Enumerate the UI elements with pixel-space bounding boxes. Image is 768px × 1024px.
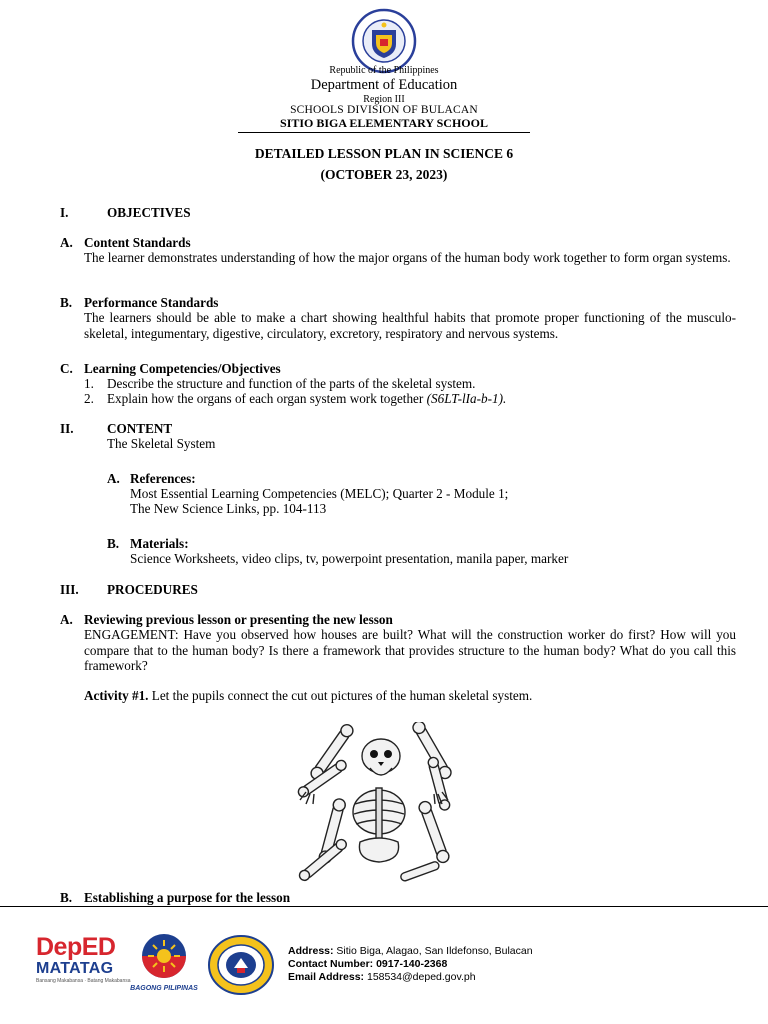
email-label: Email Address: bbox=[288, 971, 365, 983]
label-mat: B. bbox=[107, 536, 120, 551]
activity-text: Let the pupils connect the cut out pictures of the human skeletal system. bbox=[148, 688, 533, 703]
content-standards-heading: Content Standards bbox=[84, 235, 191, 250]
address-value: Sitio Biga, Alagao, San Ildefonso, Bulacan bbox=[333, 945, 533, 957]
page-title: DETAILED LESSON PLAN IN SCIENCE 6 bbox=[254, 146, 514, 161]
department-name: Department of Education bbox=[310, 77, 458, 93]
references-heading: References: bbox=[130, 471, 196, 486]
performance-standards-heading: Performance Standards bbox=[84, 295, 219, 310]
section-heading-content: CONTENT bbox=[107, 421, 173, 436]
section-heading-objectives: OBJECTIVES bbox=[107, 205, 191, 220]
competency-code: (S6LT-lIa-b-1). bbox=[426, 391, 507, 406]
footer-address bbox=[288, 945, 533, 958]
republic-text: Republic of the Philippines bbox=[329, 65, 439, 76]
activity-label: Activity #1. bbox=[84, 688, 149, 703]
header-divider bbox=[238, 132, 530, 133]
section-num-3: III. bbox=[60, 582, 79, 597]
performance-standards-text: The learners should be able to make a chart showing healthful habits that promote proper functioning of the musculo-skeletal, integumentary, digestive, circulatory, excretory, respiratory and nervous systems. bbox=[84, 310, 736, 341]
label-a: A. bbox=[60, 235, 73, 250]
label-ref: A. bbox=[107, 471, 120, 486]
materials-text: Science Worksheets, video clips, tv, powerpoint presentation, manila paper, marker bbox=[130, 551, 569, 566]
email-value: 158534@deped.gov.ph bbox=[364, 971, 476, 983]
engagement-text: ENGAGEMENT: Have you observed how houses are built? What will the construction worker do first? How will you compare that to the human body? Is there a framework that provides structure to the human body? What do you call this framework? bbox=[84, 627, 736, 673]
page-date: (OCTOBER 23, 2023) bbox=[320, 167, 448, 182]
competencies-heading: Learning Competencies/Objectives bbox=[84, 361, 281, 376]
competency-item-2 bbox=[107, 391, 506, 407]
materials-heading: Materials: bbox=[130, 536, 189, 551]
label-c: C. bbox=[60, 361, 73, 376]
competency-num-1: 1. bbox=[84, 376, 94, 391]
footer-contact: Contact Number: 0917-140-2368 bbox=[288, 958, 448, 970]
content-topic: The Skeletal System bbox=[107, 436, 216, 451]
address-label: Address: bbox=[288, 945, 334, 957]
competency-item-2-text: Explain how the organs of each organ system work together bbox=[107, 391, 424, 406]
matatag-wordmark: MATATAG bbox=[36, 960, 114, 977]
content-standards-text: The learner demonstrates understanding of how the major organs of the human body work together to form organ systems. bbox=[84, 250, 731, 265]
section-num-2: II. bbox=[60, 421, 74, 436]
section-num-1: I. bbox=[60, 205, 69, 220]
purpose-heading: Establishing a purpose for the lesson bbox=[84, 890, 291, 905]
section-heading-procedures: PROCEDURES bbox=[107, 582, 198, 597]
reference-line-2: The New Science Links, pp. 104-113 bbox=[130, 501, 327, 516]
matatag-tagline: Bansang Makabansa · Batang Makabansa bbox=[36, 978, 131, 984]
competency-item-1: Describe the structure and function of the parts of the skeletal system. bbox=[107, 376, 476, 391]
bagong-pilipinas-sun-icon bbox=[128, 930, 200, 980]
reviewing-heading: Reviewing previous lesson or presenting the new lesson bbox=[84, 612, 393, 627]
bagong-pilipinas-logo bbox=[128, 930, 200, 996]
label-proc-b: B. bbox=[60, 890, 73, 905]
deped-wordmark: DepED bbox=[36, 933, 116, 961]
reference-line-1: Most Essential Learning Competencies (MELC); Quarter 2 - Module 1; bbox=[130, 486, 509, 501]
label-proc-a: A. bbox=[60, 612, 73, 627]
activity-line bbox=[84, 688, 532, 704]
competency-num-2: 2. bbox=[84, 391, 94, 406]
school-name: SITIO BIGA ELEMENTARY SCHOOL bbox=[280, 116, 488, 130]
division-text: SCHOOLS DIVISION OF BULACAN bbox=[290, 104, 478, 116]
footer-divider bbox=[0, 906, 768, 907]
skeleton-cutout-image bbox=[292, 722, 470, 890]
bagong-pilipinas-text: BAGONG PILIPINAS bbox=[130, 985, 198, 992]
label-b: B. bbox=[60, 295, 73, 310]
footer-email bbox=[288, 971, 476, 984]
region-text: Region III bbox=[363, 94, 405, 105]
school-seal-icon bbox=[206, 934, 276, 996]
deped-matatag-logo bbox=[36, 933, 131, 996]
